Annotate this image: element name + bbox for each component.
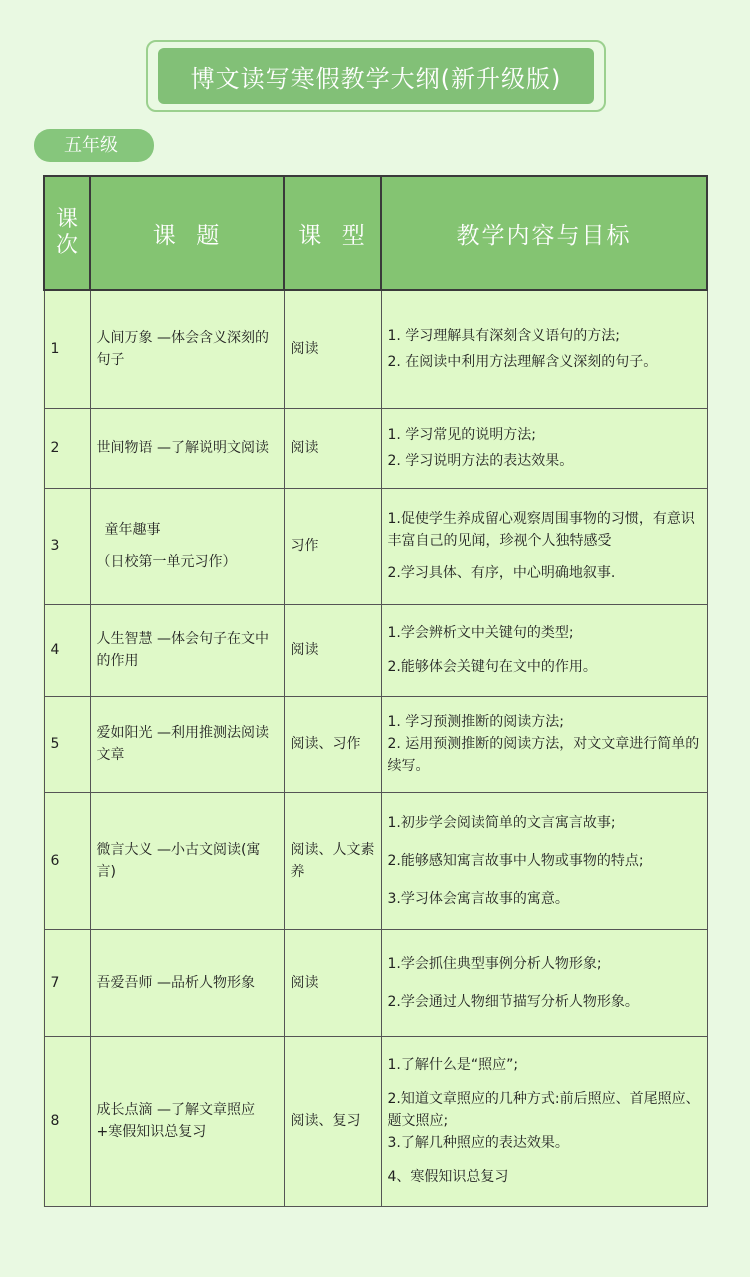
lesson-goals (381, 696, 707, 792)
lesson-topic: 世间物语 —了解说明文阅读 (90, 408, 284, 488)
lesson-no: 4 (44, 604, 90, 696)
table-row (44, 408, 707, 488)
lesson-topic: 微言大义 —小古文阅读(寓言) (90, 792, 284, 929)
goal-item: 1.学会辨析文中关键句的类型; (387, 625, 574, 641)
lesson-no: 3 (44, 488, 90, 604)
goal-item: 2.知道文章照应的几种方式:前后照应、首尾照应、题文照应; (387, 1091, 700, 1129)
header-topic: 课 题 (90, 176, 284, 290)
goal-item: 3.学习体会寓言故事的寓意。 (387, 890, 569, 907)
lesson-goals (381, 929, 707, 1036)
lesson-topic: 成长点滴 —了解文章照应+寒假知识总复习 (90, 1036, 284, 1206)
lesson-type: 阅读、习作 (284, 696, 381, 792)
goal-item: 2. 在阅读中利用方法理解含义深刻的句子。 (387, 354, 658, 371)
title-frame (146, 40, 606, 112)
lesson-goals (381, 792, 707, 929)
goal-item: 1. 学习理解具有深刻含义语句的方法; (387, 328, 621, 345)
table-row (44, 604, 707, 696)
header-type: 课 型 (284, 176, 381, 290)
lesson-type: 阅读、复习 (284, 1036, 381, 1206)
lesson-goals (381, 604, 707, 696)
lesson-topic: 人间万象 —体会含义深刻的句子 (90, 290, 284, 408)
lesson-goals (381, 1036, 707, 1206)
table-header-row (44, 176, 707, 290)
lesson-topic (90, 488, 284, 604)
goal-item: 2.能够体会关键句在文中的作用。 (387, 659, 597, 675)
goal-item: 3.了解几种照应的表达效果。 (387, 1135, 569, 1151)
lesson-type: 阅读 (284, 290, 381, 408)
goal-item: 2.能够感知寓言故事中人物或事物的特点; (387, 852, 644, 869)
grade-badge: 五年级 (34, 129, 154, 162)
lesson-type: 阅读 (284, 929, 381, 1036)
goal-item: 1. 学习预测推断的阅读方法; (387, 714, 565, 730)
lesson-type: 习作 (284, 488, 381, 604)
lesson-type: 阅读 (284, 604, 381, 696)
lesson-no: 1 (44, 290, 90, 408)
topic-line: （日校第一单元习作） (96, 554, 237, 570)
lesson-goals (381, 290, 707, 408)
goal-item: 1.促使学生养成留心观察周围事物的习惯，有意识丰富自己的见闻，珍视个人独特感受 (387, 511, 695, 549)
syllabus-table (43, 175, 708, 1207)
lesson-no: 8 (44, 1036, 90, 1206)
table-row (44, 929, 707, 1036)
lesson-no: 6 (44, 792, 90, 929)
lesson-no: 7 (44, 929, 90, 1036)
table-row (44, 792, 707, 929)
table-row (44, 696, 707, 792)
header-no-text: 课次 (55, 207, 78, 258)
lesson-no: 2 (44, 408, 90, 488)
topic-line: 童年趣事 (104, 522, 161, 538)
goal-item: 1.了解什么是“照应”; (387, 1057, 519, 1073)
table-row (44, 290, 707, 408)
lesson-goals (381, 488, 707, 604)
lesson-topic: 吾爱吾师 —品析人物形象 (90, 929, 284, 1036)
goal-item: 4、寒假知识总复习 (387, 1169, 509, 1185)
lesson-topic: 人生智慧 —体会句子在文中的作用 (90, 604, 284, 696)
page-title: 博文读写寒假教学大纲(新升级版) (158, 48, 594, 104)
table-row (44, 488, 707, 604)
goal-item: 2.学习具体、有序，中心明确地叙事. (387, 565, 616, 581)
lesson-type: 阅读 (284, 408, 381, 488)
table-row (44, 1036, 707, 1206)
header-lesson-no (44, 176, 90, 290)
goal-item: 2. 运用预测推断的阅读方法，对文文章进行简单的续写。 (387, 736, 700, 774)
goal-item: 1. 学习常见的说明方法; (387, 427, 537, 443)
goal-item: 1.初步学会阅读简单的文言寓言故事; (387, 814, 616, 831)
goal-item: 2.学会通过人物细节描写分析人物形象。 (387, 993, 639, 1010)
goal-item: 1.学会抓住典型事例分析人物形象; (387, 955, 602, 972)
lesson-no: 5 (44, 696, 90, 792)
lesson-goals (381, 408, 707, 488)
lesson-topic: 爱如阳光 —利用推测法阅读文章 (90, 696, 284, 792)
lesson-type: 阅读、人文素养 (284, 792, 381, 929)
goal-item: 2. 学习说明方法的表达效果。 (387, 453, 574, 469)
header-content: 教学内容与目标 (381, 176, 707, 290)
